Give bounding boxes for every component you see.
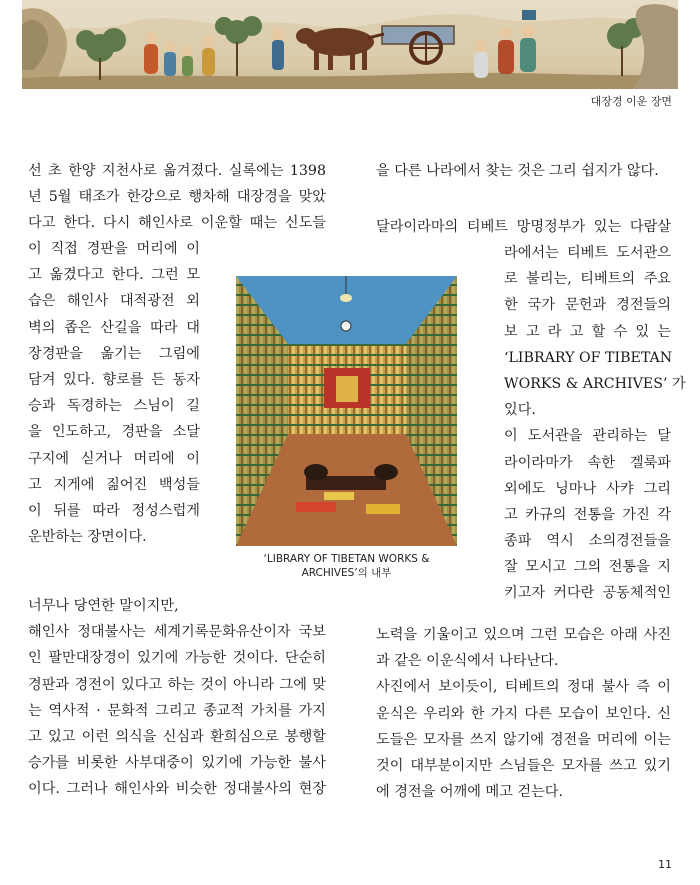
text-line: 년 5월 태조가 한강으로 행차해 대장경을 맞았 — [28, 189, 326, 206]
right-column-mid-text — [376, 214, 671, 240]
photo-caption — [236, 552, 457, 580]
text-line: 경판과 경전이 있다고 하는 것이 아니라 그에 맞 — [28, 676, 326, 693]
text-line: 운반하는 장면이다. — [28, 529, 147, 546]
right-column-top-text — [376, 158, 671, 184]
text-line: 고 옮겼다고 한다. 그런 모 — [28, 267, 200, 284]
photo-caption-line: ARCHIVES’의 내부 — [301, 567, 392, 579]
left-column-top-text — [28, 158, 326, 237]
text-line: 이 도서관을 관리하는 달 — [504, 428, 671, 445]
photo-caption-line: ‘LIBRARY OF TIBETAN WORKS & — [263, 553, 430, 565]
text-line: 달라이라마의 티베트 망명정부가 있는 다람살 — [376, 219, 671, 235]
text-line: 도들은 모자를 쓰지 않기에 경전을 머리에 이는 — [376, 731, 671, 748]
text-line: 다고 한다. 다시 해인사로 이운할 때는 신도들 — [28, 215, 326, 232]
left-column-bottom-text — [28, 593, 326, 803]
text-line: 승가를 비롯한 사부대중이 있기에 가능한 불사 — [28, 755, 326, 772]
text-line: 해인사 정대불사는 세계기록문화유산이자 국보 — [28, 624, 326, 641]
text-line: 고 있고 이런 의식을 신심과 환희심으로 봉행할 — [28, 728, 326, 745]
text-line: 벽의 좁은 산길을 따라 대 — [28, 319, 200, 336]
text-line: 이 직접 경판을 머리에 이 — [28, 241, 200, 257]
text-line: 장경판을 옮기는 그림에 — [28, 345, 200, 362]
text-line: 승과 독경하는 스님이 길 — [28, 398, 200, 415]
text-line: 것이 대부분이지만 스님들은 모자를 쓰고 있기 — [376, 757, 671, 774]
text-line: 고 지게에 짊어진 백성들 — [28, 476, 200, 493]
text-line: 에 경전을 어깨에 메고 걷는다. — [376, 784, 564, 801]
text-line: 로 불리는, 티베트의 주요 — [504, 271, 671, 288]
text-line: 사진에서 보이듯이, 티베트의 정대 불사 즉 이 — [376, 679, 671, 696]
text-line: 노력을 기울이고 있으며 그런 모습은 아래 사진 — [376, 627, 671, 643]
procession-painting — [22, 0, 678, 89]
text-line: 을 다른 나라에서 찾는 것은 그리 쉽지가 않다. — [376, 163, 659, 179]
text-line: 라이라마가 속한 겔룩파 — [504, 454, 671, 471]
text-line: 구지에 싣거나 머리에 이 — [28, 450, 200, 467]
text-line: 과 같은 이운식에서 나타난다. — [376, 653, 559, 670]
text-line: 있다. — [504, 402, 536, 419]
text-line: 라에서는 티베트 도서관으 — [504, 245, 671, 261]
left-column-wrapped-text — [28, 236, 200, 550]
text-line: 고 카규의 전통을 가진 각 — [504, 506, 671, 523]
text-line: 외에도 닝마나 사캬 그리 — [504, 480, 671, 497]
text-line: 이 뒤를 따라 정성스럽게 — [28, 502, 200, 519]
text-line: ‘LIBRARY OF TIBETAN — [504, 349, 673, 366]
text-line: 너무나 당연한 말이지만, — [28, 598, 179, 614]
text-line: 담겨 있다. 향로를 든 동자 — [28, 371, 200, 388]
text-line: 종파 역시 소의경전들을 — [504, 533, 671, 550]
text-line: 습은 해인사 대적광전 외 — [28, 293, 200, 310]
text-line: 보 고 라 고 할 수 있 는 — [504, 323, 671, 340]
text-line: 선 초 한양 지천사로 옮겨졌다. 실록에는 1398 — [28, 163, 326, 179]
text-line: 는 역사적 · 문화적 그리고 종교적 가치를 가지 — [28, 702, 326, 719]
banner-caption: 대장경 이운 장면 — [590, 95, 672, 108]
text-line: WORKS & ARCHIVES’ 가 — [504, 375, 686, 392]
right-column-bottom-text — [376, 622, 671, 805]
text-line: 을 인도하고, 경판을 소달 — [28, 424, 200, 441]
text-line: 잘 모시고 그의 전통을 지 — [504, 559, 671, 576]
text-line: 인 팔만대장경이 있기에 가능한 것이다. 단순히 — [28, 650, 326, 667]
text-line: 이다. 그러나 해인사와 비슷한 정대불사의 현장 — [28, 781, 326, 798]
text-line: 한 국가 문헌과 경전들의 — [504, 297, 671, 314]
text-line: 키고자 커다란 공동체적인 — [504, 585, 671, 602]
library-photo — [236, 276, 457, 546]
right-column-wrapped-text — [504, 240, 686, 607]
text-line: 운식은 우리와 한 가지 다른 모습이 보인다. 신 — [376, 705, 671, 722]
page-number: 11 — [658, 858, 672, 871]
